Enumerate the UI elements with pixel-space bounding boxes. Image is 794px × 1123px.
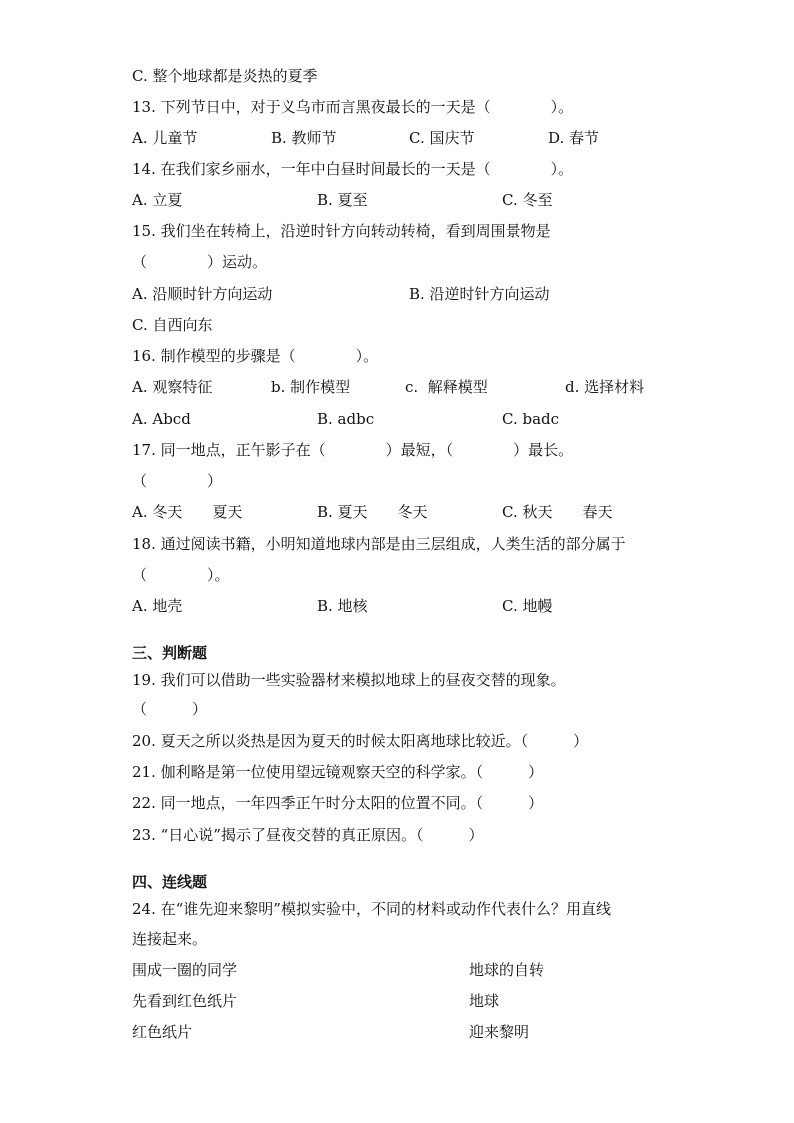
q16-option-b: B. adbc — [317, 410, 375, 428]
match-left-1: 围成一圈的同学 — [132, 961, 238, 979]
q17-option-a: A. 冬天 夏天 — [132, 503, 243, 521]
q12-option-c: C. 整个地球都是炎热的夏季 — [132, 67, 318, 85]
q13-option-d: D. 春节 — [548, 129, 600, 147]
q16-step-b: b. 制作模型 — [271, 378, 351, 396]
q16-step-a: A. 观察特征 — [132, 378, 213, 396]
q18-stem: 18. 通过阅读书籍，小明知道地球内部是由三层组成，人类生活的部分属于 — [132, 535, 626, 553]
q21-stem: 21. 伽利略是第一位使用望远镜观察天空的科学家。（ ） — [132, 763, 544, 781]
q16-step-d: d. 选择材料 — [565, 378, 645, 396]
q17-option-b: B. 夏天 冬天 — [317, 503, 428, 521]
q16-option-c: C. badc — [502, 410, 560, 428]
q15-stem: 15. 我们坐在转椅上，沿逆时针方向转动转椅，看到周围景物是 — [132, 222, 551, 240]
q18-option-c: C. 地幔 — [502, 597, 553, 615]
section-4-title: 四、连线题 — [132, 873, 208, 891]
match-left-2: 先看到红色纸片 — [132, 992, 238, 1010]
q17-stem: 17. 同一地点，正午影子在（ ）最短，（ ）最长。 — [132, 441, 574, 459]
match-right-1: 地球的自转 — [469, 961, 545, 979]
q14-option-b: B. 夏至 — [317, 191, 368, 209]
match-right-3: 迎来黎明 — [469, 1023, 530, 1041]
match-right-2: 地球 — [469, 992, 500, 1010]
q19-stem: 19. 我们可以借助一些实验器材来模拟地球上的昼夜交替的现象。 — [132, 671, 566, 689]
q13-option-a: A. 儿童节 — [132, 129, 198, 147]
q15-option-a: A. 沿顺时针方向运动 — [132, 285, 273, 303]
q15-option-c: C. 自西向东 — [132, 316, 213, 334]
q24-stem-cont: 连接起来。 — [132, 930, 208, 948]
match-left-3: 红色纸片 — [132, 1023, 193, 1041]
q13-option-c: C. 国庆节 — [409, 129, 475, 147]
q13-option-b: B. 教师节 — [271, 129, 337, 147]
q15-option-b: B. 沿逆时针方向运动 — [409, 285, 550, 303]
q17-option-c: C. 秋天 春天 — [502, 503, 613, 521]
q13-stem: 13. 下列节日中，对于义乌市而言黑夜最长的一天是（ ）。 — [132, 98, 574, 116]
q24-stem: 24. 在“谁先迎来黎明”模拟实验中，不同的材料或动作代表什么？用直线 — [132, 900, 611, 918]
q16-stem: 16. 制作模型的步骤是（ ）。 — [132, 347, 379, 365]
q14-option-c: C. 冬至 — [502, 191, 553, 209]
q18-stem-cont: （ ）。 — [132, 566, 230, 584]
q14-option-a: A. 立夏 — [132, 191, 183, 209]
q22-stem: 22. 同一地点，一年四季正午时分太阳的位置不同。（ ） — [132, 794, 544, 812]
q16-step-c: c. 解释模型 — [405, 378, 488, 396]
q18-option-a: A. 地壳 — [132, 597, 183, 615]
q17-stem-cont: （ ） — [132, 472, 223, 490]
q23-stem: 23. “日心说”揭示了昼夜交替的真正原因。（ ） — [132, 826, 484, 844]
section-3-title: 三、判断题 — [132, 644, 208, 662]
q16-option-a: A. Abcd — [132, 410, 191, 428]
q19-blank: （ ） — [132, 700, 208, 718]
q15-stem-cont: （ ）运动。 — [132, 253, 268, 271]
q18-option-b: B. 地核 — [317, 597, 368, 615]
q14-stem: 14. 在我们家乡丽水，一年中白昼时间最长的一天是（ ）。 — [132, 160, 574, 178]
q20-stem: 20. 夏天之所以炎热是因为夏天的时候太阳离地球比较近。（ ） — [132, 732, 589, 750]
